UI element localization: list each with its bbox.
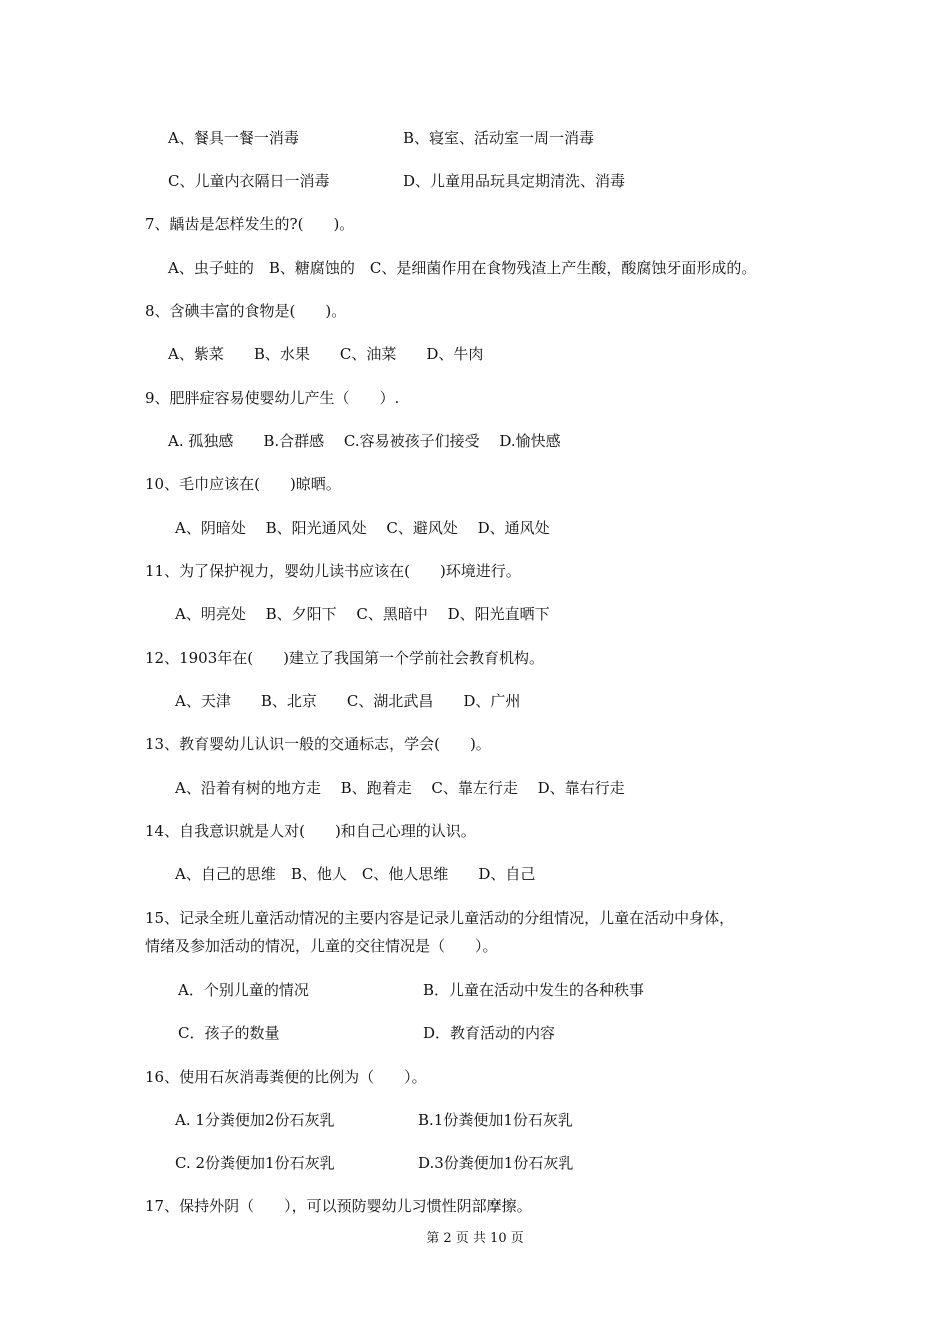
page-footer: 第 2 页 共 10 页 (426, 1231, 524, 1246)
q16-option-d: D.3份粪便加1份石灰乳 (418, 1154, 574, 1172)
q12-options: A、天津 B、北京 C、湖北武昌 D、广州 (175, 692, 521, 710)
q9-options: A. 孤独感 B.合群感 C.容易被孩子们接受 D.愉快感 (168, 432, 561, 450)
q16-option-b: B.1份粪便加1份石灰乳 (418, 1111, 573, 1129)
q15-option-b: B．儿童在活动中发生的各种秩事 (423, 981, 645, 999)
q14-options: A、自己的思维 B、他人 C、他人思维 D、自己 (175, 865, 536, 883)
q13-question: 13、教育婴幼儿认识一般的交通标志，学会( )。 (145, 735, 491, 753)
q6-option-b: B、寝室、活动室一周一消毒 (403, 129, 595, 147)
q6-option-d: D、儿童用品玩具定期清洗、消毒 (403, 172, 626, 190)
q15-option-c: C．孩子的数量 (178, 1024, 280, 1042)
q11-options: A、明亮处 B、夕阳下 C、黑暗中 D、阳光直晒下 (175, 605, 550, 623)
q16-option-a: A. 1分粪便加2份石灰乳 (175, 1111, 335, 1129)
q17-question: 17、保持外阴（ ），可以预防婴幼儿习惯性阴部摩擦。 (145, 1197, 532, 1215)
q11-question: 11、为了保护视力，婴幼儿读书应该在( )环境进行。 (145, 562, 521, 580)
q15-question-line-2: 情绪及参加活动的情况，儿童的交往情况是（ ）。 (145, 937, 498, 955)
q13-options: A、沿着有树的地方走 B、跑着走 C、靠左行走 D、靠右行走 (175, 779, 625, 797)
q15-option-d: D．教育活动的内容 (423, 1024, 556, 1042)
q6-option-a: A、餐具一餐一消毒 (168, 129, 299, 147)
q16-option-c: C. 2份粪便加1份石灰乳 (175, 1154, 335, 1172)
q6-option-c: C、儿童内衣隔日一消毒 (168, 172, 330, 190)
q9-question: 9、肥胖症容易使婴幼儿产生（ ）. (145, 389, 400, 407)
q12-question: 12、1903年在( )建立了我国第一个学前社会教育机构。 (145, 649, 544, 667)
q16-question: 16、使用石灰消毒粪便的比例为（ ）。 (145, 1068, 427, 1086)
q15-option-a: A．个别儿童的情况 (178, 981, 309, 999)
q8-question: 8、含碘丰富的食物是( )。 (145, 302, 347, 320)
q8-options: A、紫菜 B、水果 C、油菜 D、牛肉 (168, 345, 484, 363)
q7-question: 7、龋齿是怎样发生的?( )。 (145, 215, 355, 233)
q10-options: A、阴暗处 B、阳光通风处 C、避风处 D、通风处 (175, 519, 550, 537)
q14-question: 14、自我意识就是人对( )和自己心理的认识。 (145, 822, 476, 840)
q10-question: 10、毛巾应该在( )晾晒。 (145, 475, 341, 493)
q15-question-line-1: 15、记录全班儿童活动情况的主要内容是记录儿童活动的分组情况，儿童在活动中身体， (145, 909, 735, 927)
q7-options: A、虫子蛀的 B、糖腐蚀的 C、是细菌作用在食物残渣上产生酸，酸腐蚀牙面形成的。 (168, 259, 757, 277)
